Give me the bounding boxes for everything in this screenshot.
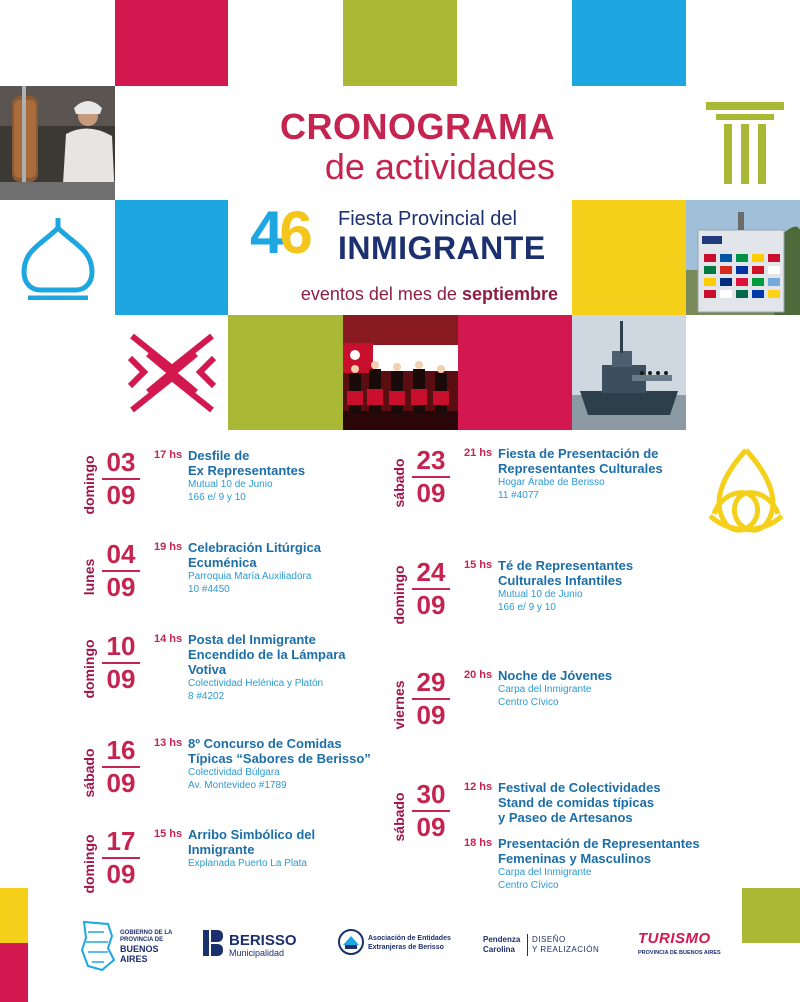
event-month: 09 [106,572,136,602]
event-time: 21 hs [464,447,493,459]
event-title: Típicas “Sabores de Berisso” [188,751,371,766]
event-location: Explanada Puerto La Plata [188,858,307,869]
color-block [343,0,457,86]
event-title: Presentación de Representantes [498,836,700,851]
event-location: Centro Cívico [498,697,559,708]
event-location: 11 #4077 [498,490,539,501]
event-location: Mutual 10 de Junio [498,589,583,600]
event-location: Mutual 10 de Junio [188,479,273,490]
events-month-caption: eventos del mes de septiembre [300,284,558,304]
event-title: Fiesta de Presentación de [498,446,659,461]
folk-pattern-icon [126,328,218,418]
event-time: 13 hs [154,737,183,749]
event-weekday: domingo [391,565,407,625]
event-location: 8 #4202 [188,691,225,702]
event-location: Colectividad Búlgara [188,767,280,778]
event-title: y Paseo de Artesanos [498,810,633,825]
event-day: 04 [106,539,136,569]
event-location: 10 #4450 [188,584,230,595]
event-month: 09 [106,768,136,798]
event-location: Carpa del Inmigrante [498,684,592,695]
event-day: 16 [106,735,136,765]
greek-column-icon [702,98,788,184]
page-subtitle: de actividades [324,146,555,187]
color-block [742,888,800,943]
event-day: 24 [416,557,446,587]
event-time: 20 hs [464,669,493,681]
photo-shawarma-cook [0,86,115,200]
event-title: Representantes Culturales [498,461,663,476]
event-day: 30 [416,779,446,809]
event-title: Té de Representantes [498,558,634,573]
event-day: 29 [416,667,446,697]
event-weekday: sábado [81,748,97,798]
event-weekday: lunes [81,558,97,596]
event-location: Colectividad Helénica y Platón [188,678,324,689]
onion-dome-icon [14,214,102,300]
event-title: Culturales Infantiles [498,573,623,588]
event-weekday: domingo [81,639,97,699]
event-location: 166 e/ 9 y 10 [188,492,246,503]
event-time: 14 hs [154,633,183,645]
festival-name-line1: Fiesta Provincial del [338,208,517,230]
event-title: Desfile de [188,448,250,463]
festival-logo [250,199,560,272]
event-title: Arribo Simbólico del [188,827,316,842]
event-month: 09 [416,812,446,842]
event-title: Ecuménica [188,555,257,570]
event-month: 09 [416,700,446,730]
event-title: Encendido de la Lámpara [188,647,346,662]
event-time: 15 hs [464,559,493,571]
event-day: 10 [106,631,136,661]
event-title: Stand de comidas típicas [498,795,655,810]
event-weekday: sábado [391,792,407,842]
photo-immigrant-monument [686,200,800,315]
color-block [458,315,572,430]
event-weekday: domingo [81,455,97,515]
event-month: 09 [106,859,136,889]
event-title: 8º Concurso de Comidas [188,736,342,751]
edition-number: 46 [250,199,309,266]
photo-dancers [343,315,458,430]
color-block [115,0,228,86]
color-block [572,0,686,86]
event-day: 23 [416,445,446,475]
event-location: Av. Montevideo #1789 [188,780,287,791]
event-title: Noche de Jóvenes [498,668,613,683]
event-title: Festival de Colectividades [498,780,661,795]
color-block [572,200,686,315]
color-block [115,200,228,315]
event-location: 166 e/ 9 y 10 [498,602,556,613]
event-month: 09 [416,478,446,508]
event-title: Ex Representantes [188,463,306,478]
event-location: Centro Cívico [498,880,559,891]
event-month: 09 [416,590,446,620]
event-time: 15 hs [154,828,183,840]
event-title: Celebración Litúrgica [188,540,321,555]
event-time: 17 hs [154,449,183,461]
event-title: Femeninas y Masculinos [498,851,652,866]
event-location: Parroquia María Auxiliadora [188,571,312,582]
event-title: Posta del Inmigrante [188,632,316,647]
event-time: 19 hs [154,541,183,553]
event-weekday: sábado [391,458,407,508]
festival-name-line2: INMIGRANTE [338,230,546,266]
event-weekday: viernes [391,680,407,730]
event-title: Votiva [188,662,227,677]
event-day: 03 [106,447,136,477]
color-block [0,888,28,943]
event-location: Carpa del Inmigrante [498,867,592,878]
event-month: 09 [106,480,136,510]
event-title: Inmigrante [188,842,255,857]
event-location: Hogar Árabe de Berisso [498,477,605,488]
event-weekday: domingo [81,834,97,894]
event-month: 09 [106,664,136,694]
event-day: 17 [106,826,136,856]
color-block [228,315,343,430]
event-time: 12 hs [464,781,493,793]
page-title: CRONOGRAMA [280,106,555,147]
photo-ship [572,315,686,430]
event-time: 18 hs [464,837,493,849]
celtic-knot-icon [700,444,792,534]
